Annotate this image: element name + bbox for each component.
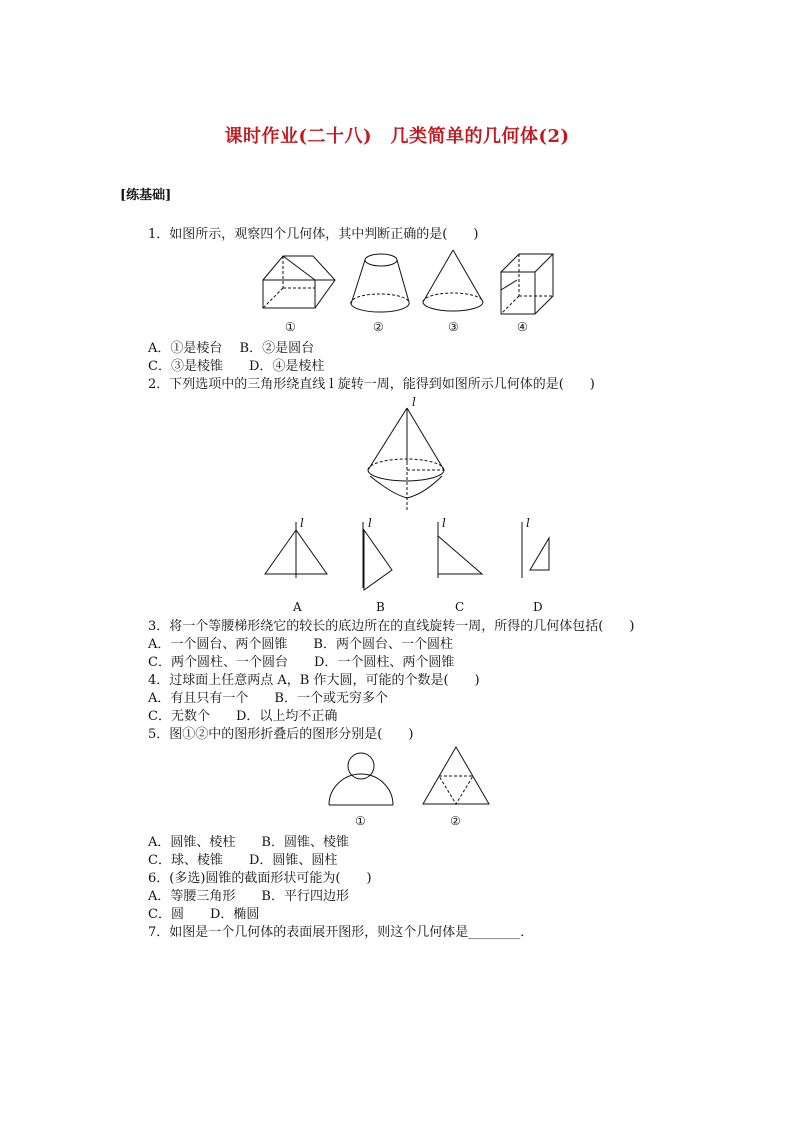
q5-figure-1-cone-net xyxy=(326,750,396,810)
q2-choice-d-figure xyxy=(516,518,556,580)
q1-label-2: ② xyxy=(373,320,384,334)
q2-choice-b: B xyxy=(376,600,385,614)
question-4-stem: 4．过球面上任意两点 A，B 作大圆，可能的个数是( ) xyxy=(148,673,480,688)
q1-label-1: ① xyxy=(285,320,296,334)
q2-choice-a-figure xyxy=(262,518,328,580)
question-5-stem: 5．图①②中的图形折叠后的图形分别是( ) xyxy=(148,727,414,742)
page-title: 课时作业(二十八) 几类简单的几何体(2) xyxy=(224,126,570,147)
q2-axis-label: l xyxy=(412,395,416,409)
section-heading: [练基础] xyxy=(120,188,172,203)
question-5-option-row-2: C．球、棱锥 D．圆锥、圆柱 xyxy=(148,853,338,868)
q1-figure-1-frustum-prism xyxy=(258,250,340,318)
question-7-stem: 7．如图是一个几何体的表面展开图形，则这个几何体是________． xyxy=(148,925,534,940)
question-3-option-row-1: A．一个圆台、两个圆锥 B．两个圆台、一个圆柱 xyxy=(148,637,453,652)
question-4-option-row-2: C．无数个 D．以上均不正确 xyxy=(148,709,338,724)
q1-figure-4-prism xyxy=(497,250,559,320)
q5-label-2: ② xyxy=(450,814,461,828)
q1-label-3: ③ xyxy=(448,320,459,334)
question-1-stem: 1．如图所示，观察四个几何体，其中判断正确的是( ) xyxy=(148,227,479,242)
q1-figure-2-frustum xyxy=(348,250,412,318)
q2-d-axis-label: l xyxy=(526,516,530,530)
q2-choice-b-figure xyxy=(356,518,396,592)
question-4-option-row-1: A．有且只有一个 B．一个或无穷多个 xyxy=(148,691,388,706)
question-6-option-row-1: A．等腰三角形 B．平行四边形 xyxy=(148,889,349,904)
q2-c-axis-label: l xyxy=(442,516,446,530)
q2-b-axis-label: l xyxy=(368,516,372,530)
question-3-option-row-2: C．两个圆柱、一个圆台 D．一个圆柱、两个圆锥 xyxy=(148,655,455,670)
question-3-stem: 3．将一个等腰梯形绕它的较长的底边所在的直线旋转一周，所得的几何体包括( ) xyxy=(148,619,635,634)
question-6-option-row-2: C．圆 D．椭圆 xyxy=(148,907,260,922)
q2-a-axis-label: l xyxy=(300,516,304,530)
q1-label-4: ④ xyxy=(517,320,528,334)
question-2-stem: 2．下列选项中的三角形绕直线 l 旋转一周，能得到如图所示几何体的是( ) xyxy=(148,377,595,392)
q2-choice-c: C xyxy=(455,600,465,614)
q2-double-cone-figure xyxy=(362,395,448,514)
q1-figure-3-cone xyxy=(420,248,486,318)
q2-choice-a: A xyxy=(293,600,302,614)
q5-label-1: ① xyxy=(355,814,366,828)
q2-choice-d: D xyxy=(533,600,543,614)
question-5-option-row-1: A．圆锥、棱柱 B．圆锥、棱锥 xyxy=(148,835,349,850)
question-1-option-row-2: C．③是棱锥 D．④是棱柱 xyxy=(148,359,325,374)
q5-figure-2-pyramid-net xyxy=(420,744,492,808)
q2-choice-c-figure xyxy=(432,518,486,580)
question-6-stem: 6．(多选)圆锥的截面形状可能为( ) xyxy=(148,871,372,886)
question-1-option-row-1: A．①是棱台 B．②是圆台 xyxy=(148,341,315,356)
